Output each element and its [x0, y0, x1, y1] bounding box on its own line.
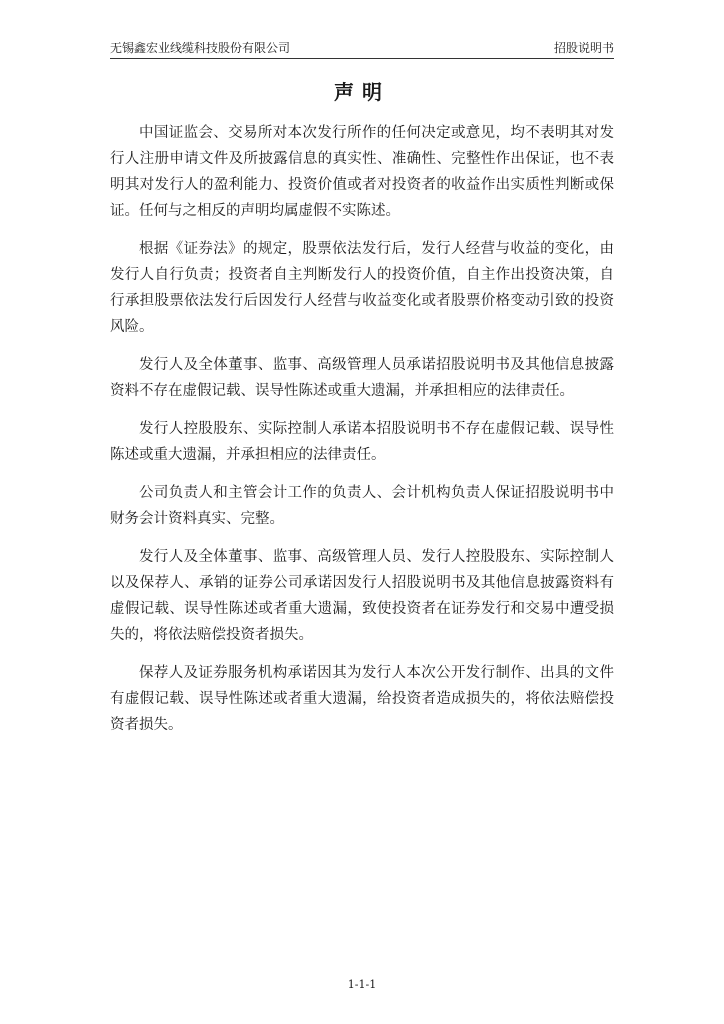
header-company-name: 无锡鑫宏业线缆科技股份有限公司: [110, 41, 291, 55]
page-number: 1-1-1: [347, 978, 377, 991]
header-document-type: 招股说明书: [553, 41, 614, 55]
paragraph: 公司负责人和主管会计工作的负责人、会计机构负责人保证招股说明书中财务会计资料真实、完整。: [110, 485, 614, 527]
paragraph: 发行人及全体董事、监事、高级管理人员承诺招股说明书及其他信息披露资料不存在虚假记载、误导性陈述或重大遗漏，并承担相应的法律责任。: [110, 357, 614, 399]
document-body: [110, 120, 614, 750]
paragraph: 发行人及全体董事、监事、高级管理人员、发行人控股股东、实际控制人以及保荐人、承销的证券公司承诺因发行人招股说明书及其他信息披露资料有虚假记载、误导性陈述或者重大遗漏，致使投资者在证券发行和交易中遭受损失的，将依法赔偿投资者损失。: [110, 549, 614, 643]
page-header: [110, 36, 614, 59]
paragraph: 保荐人及证券服务机构承诺因其为发行人本次公开发行制作、出具的文件有虚假记载、误导性陈述或者重大遗漏，给投资者造成损失的，将依法赔偿投资者损失。: [110, 665, 614, 733]
paragraph: 中国证监会、交易所对本次发行所作的任何决定或意见，均不表明其对发行人注册申请文件及所披露信息的真实性、准确性、完整性作出保证，也不表明其对发行人的盈利能力、投资价值或者对投资者的收益作出实质性判断或保证。任何与之相反的声明均属虚假不实陈述。: [110, 125, 614, 219]
page-title: 声明: [334, 80, 390, 104]
paragraph: 根据《证券法》的规定，股票依法发行后，发行人经营与收益的变化，由发行人自行负责；投资者自主判断发行人的投资价值，自主作出投资决策，自行承担股票依法发行后因发行人经营与收益变化或者股票价格变动引致的投资风险。: [110, 241, 614, 335]
paragraph: 发行人控股股东、实际控制人承诺本招股说明书不存在虚假记载、误导性陈述或重大遗漏，并承担相应的法律责任。: [110, 421, 614, 463]
